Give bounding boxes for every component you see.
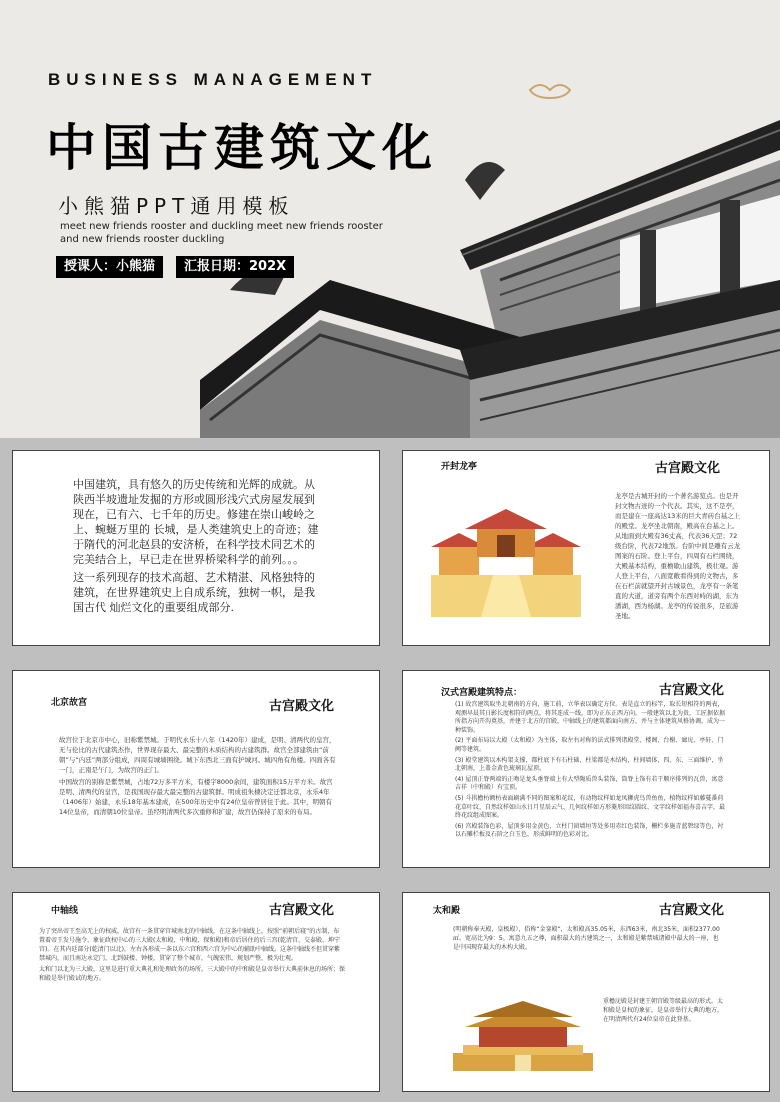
slide-label: 北京故宫 — [51, 698, 88, 708]
kaifeng-text: 龙亭是古城开封的一个著名游览点。也是开封文物古迹的一个代表。其实，这不是亭，而是建在一座高达13米的巨大青砖台基之上的殿堂。龙亭坐北朝南，殿高在台基之上。从地面到大殿有36丈高，代表36天罡；72级台阶，代表72地煞。台阶中间是雕有云龙图案的石阶。登上平台，四周有石栏围绕，大殿基本结构，重檐歇山建筑，极壮观。游人登上平台，八面宽敞看得到的文物古，多在石栏前就望开封古城景色，龙亭有一条笔直的大道，道旁有两个东西对峙的湖，东为潘湖，西为杨湖。龙亭的传说很多，是旅游圣地。 — [615, 492, 741, 620]
taihe-text-1: (明朝称奉天殿，皇极殿），俗称“金銮殿”，太和殿高35.05米，东西63米，南北35米，面积2377.00㎡。宽高比为9：5。寓意九五之尊，面积最大的古建筑之一，太和殿是紫禁城诸殿中最大的一座，也是中国现存最大的木构大殿。 — [453, 926, 720, 951]
forbidden-city-text — [59, 735, 339, 819]
intro-paragraph: 中国建筑，具有悠久的历史传统和光辉的成就。从陕西半坡遗址发掘的方形或圆形浅穴式房屋发展到现在，已有六、七千年的历史。修建在崇山峻岭之上、蜿蜒万里的 长城，是人类建筑史上的奇迹；建于隋代的河北赵县的安济桥，在科学技术同艺术的完美结合上，早已走在世界桥梁科学的前列。。。 — [73, 478, 319, 566]
han-palace-list — [455, 701, 725, 842]
list-item: (3) 殿堂建筑以木构架支撑，都柱底下有石柱础，柱梁都是木结构，柱间墙体，四、东、三面维护，坐北朝南，上盖金黄色琉璃瓦屋顶。 — [455, 756, 724, 773]
cover-slide — [0, 0, 780, 438]
text-paragraph: 故宫位于北京市中心，旧称紫禁城。于明代永乐十八年（1420年）建成，是明、清两代的皇宫，无与伦比的古代建筑杰作，世界现存最大、最完整的木质结构的古建筑群。故宫全部建筑由“前朝”与“内廷”两部分组成，四周有城墙围绕。城下东西北三面有护城河。城四角有角楼。四面各有一门，正南是午门，为故宫的正门。 — [59, 736, 336, 774]
list-item: (1) 故宫建筑取坐北朝南的方向，施工前，立华表以确定方位。表是直立的标竿，取长短相符的两表，观测早晨其日影长度相符的两点，将其连成一线，即为正东正西方向。一般建筑以北为贵，工匠据依据所指方向开沟奠基，并建于北方的宫殿，中轴线上的建筑都面向南方，并与主体建筑风格协调，成为一种装饰。 — [455, 701, 726, 734]
central-axis-text — [39, 927, 345, 985]
slide-label: 汉式宫殿建筑特点： — [441, 688, 523, 698]
slide-intro — [12, 450, 380, 646]
date-badge: 汇报日期：202X — [176, 256, 294, 278]
text-paragraph: 中国故宫的别称是紫禁城，占地72万多平方米，有楼宇8000余间，建筑面积15万平方米。故宫是明、清两代的皇宫，是我国现存最大最完整的古建筑群。明成祖朱棣决定迁都北京，永乐4年（1406年）始建，永乐18年基本建成，在500年历史中有24位皇帝曾居住于此。其中，明朝有14位皇帝，而清朝10位皇帝。虽经明清两代多次重修和扩建，故宫仍保持了原来的布局。 — [59, 778, 333, 816]
taihe-text-2: 重檐庑殿是封建王朝宫殿等级最高的形式。太和殿是皇权的象征，是皇帝举行大典的地方，在明清两代有24位皇帝在此登基。 — [603, 998, 724, 1023]
intro-paragraph: 这一系列现存的技术高超、艺术精湛、风格独特的建筑，在世界建筑史上自成系统，独树一帜，是我国古代 灿烂文化的重要组成部分. — [73, 571, 315, 614]
text-paragraph: 为了突出帝王至高无上的权威，故宫有一条贯穿宫城南北的中轴线，在这条中轴线上，按照“前朝后寝”的古制，布置着帝王发号施令、象征政权中心的三大殿(太和殿、中和殿、保和殿)和帝后居住的后三宫(乾清宫、交泰殿、坤宁宫)。在其内廷部分(乾清门以北)，左右各形成一条以东六宫和西六宫为中心的辅助中轴线。这条中轴线不但贯穿紫禁城内，而且南达永定门，北到鼓楼、钟楼，贯穿了整个城市，气魄宏伟，规划严整，极为壮观。 — [39, 928, 341, 962]
slide-title: 古宫殿文化 — [269, 699, 335, 714]
slide-title: 古宫殿文化 — [269, 903, 335, 918]
cover-subtitle: 小熊猫PPT通用模板 — [58, 194, 295, 218]
pavilion-illustration — [431, 507, 581, 617]
slide-central-axis — [12, 892, 380, 1092]
slide-label: 中轴线 — [51, 906, 79, 916]
slide-han-palace — [402, 670, 770, 868]
presenter-badge: 授课人：小熊猫 — [56, 256, 163, 278]
slide-title: 古宫殿文化 — [659, 903, 725, 918]
slide-forbidden-city — [12, 670, 380, 868]
slide-title: 古宫殿文化 — [659, 683, 725, 698]
slide-taihe — [402, 892, 770, 1092]
list-item: (6) 宫殿装饰色彩，屋顶多用金黄色，立柱门窗墙垣等处多用赤红色装饰，栅栏多施青蓝碧绿等色，衬以石雕栏板及石阶之白玉色，形成鲜明的色彩对比。 — [455, 822, 724, 839]
cover-kicker: BUSINESS MANAGEMENT — [48, 70, 378, 89]
slide-kaifeng — [402, 450, 770, 646]
list-item: (5) 斗拱檐枋额枋表面刷满不同的图案和花纹，有动物纹样如龙凤狮虎鸟兽鱼鱼，植物纹样如藤蔓番荷花草叶纹、自然纹样如山水日月星辰云气、几何纹样如方形菱形回纹圆纹、文字纹样如福寿喜吉字，最终花纹组成图案。 — [455, 794, 726, 820]
list-item: (2) 平面布局以大殿（太和殿）为主体，取左右对称的法式排列诸殿堂、楼阁、台榭、廊庑、亭轩、门阙等建筑。 — [455, 737, 724, 753]
text-paragraph: 太和门以北为三大殿，这里是进行重大典礼和处理政务的场所。三大殿中的中和殿是皇帝举行大典前休息的场所；保和殿是举行殿试的地方。 — [39, 966, 346, 982]
slide-label: 开封龙亭 — [441, 462, 478, 472]
slide-title: 古宫殿文化 — [655, 461, 721, 476]
cover-english-text: meet new friends rooster and duckling meet new friends rooster and new friends rooster duckling — [60, 221, 383, 245]
cover-title: 中国古建筑文化 — [46, 118, 438, 177]
slide-label: 太和殿 — [433, 906, 461, 916]
taihe-hall-illustration — [453, 1001, 593, 1071]
intro-text — [73, 477, 323, 618]
list-item: (4) 屋顶正脊两端的正吻是龙头垂脊端上有大型陶质兽头装饰，筒脊上饰有若干顺序排列的瓦兽，寓意吉祥（中和殿）有宝顶。 — [455, 775, 724, 792]
